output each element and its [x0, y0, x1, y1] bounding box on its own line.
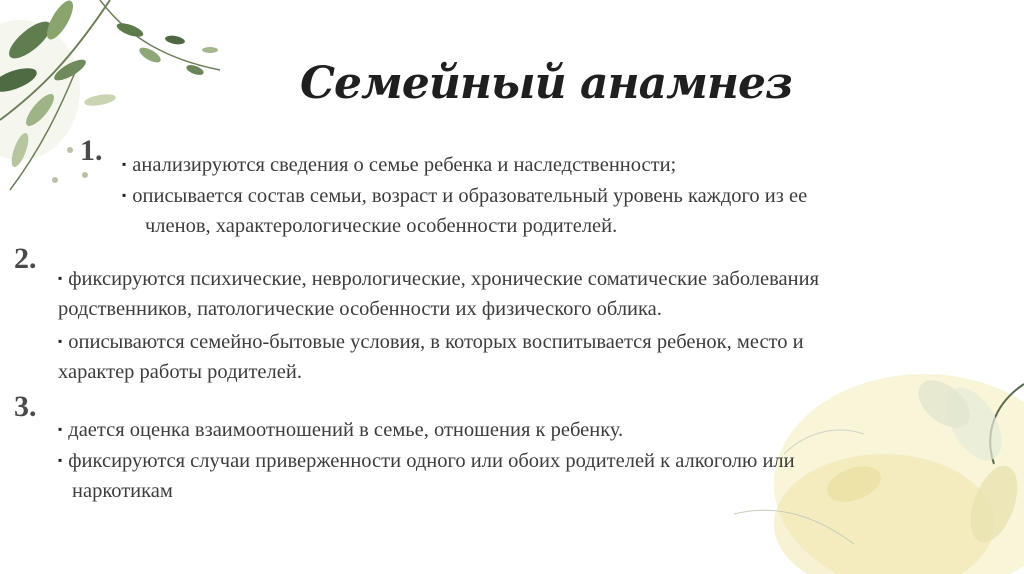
bullet-icon: ▪: [122, 157, 127, 171]
slide-title: Семейный анамнез: [300, 58, 793, 109]
list-item-text: фиксируются психические, неврологические, хронические соматические заболевания: [68, 268, 820, 290]
list-item-text: дается оценка взаимоотношений в семье, отношения к ребенку.: [68, 419, 624, 441]
bullet-icon: ▪: [58, 453, 63, 467]
list-item: [58, 264, 819, 293]
list-item: [122, 150, 676, 179]
list-item-continuation: родственников, патологические особенности их физического облика.: [58, 298, 662, 320]
list-item-continuation: характер работы родителей.: [58, 361, 302, 383]
list-item: [122, 181, 807, 210]
bullet-icon: ▪: [58, 422, 63, 436]
bullet-icon: ▪: [58, 271, 63, 285]
bullet-icon: ▪: [58, 334, 63, 348]
list-item: [58, 415, 623, 444]
section-number-1: 1.: [80, 134, 103, 167]
list-item-continuation: членов, характерологические особенности родителей.: [145, 215, 618, 237]
list-item: [58, 446, 795, 475]
list-item-text: фиксируются случаи приверженности одного или обоих родителей к алкоголю или: [68, 450, 795, 472]
list-item: [58, 327, 804, 356]
list-item-continuation: наркотикам: [72, 480, 173, 502]
section-number-2: 2.: [14, 242, 37, 275]
list-item-text: описывается состав семьи, возраст и образовательный уровень каждого из ее: [132, 185, 808, 207]
list-item-text: описываются семейно-бытовые условия, в которых воспитывается ребенок, место и: [68, 331, 804, 353]
bullet-icon: ▪: [122, 188, 127, 202]
list-item-text: анализируются сведения о семье ребенка и наследственности;: [132, 154, 677, 176]
section-number-3: 3.: [14, 390, 37, 423]
